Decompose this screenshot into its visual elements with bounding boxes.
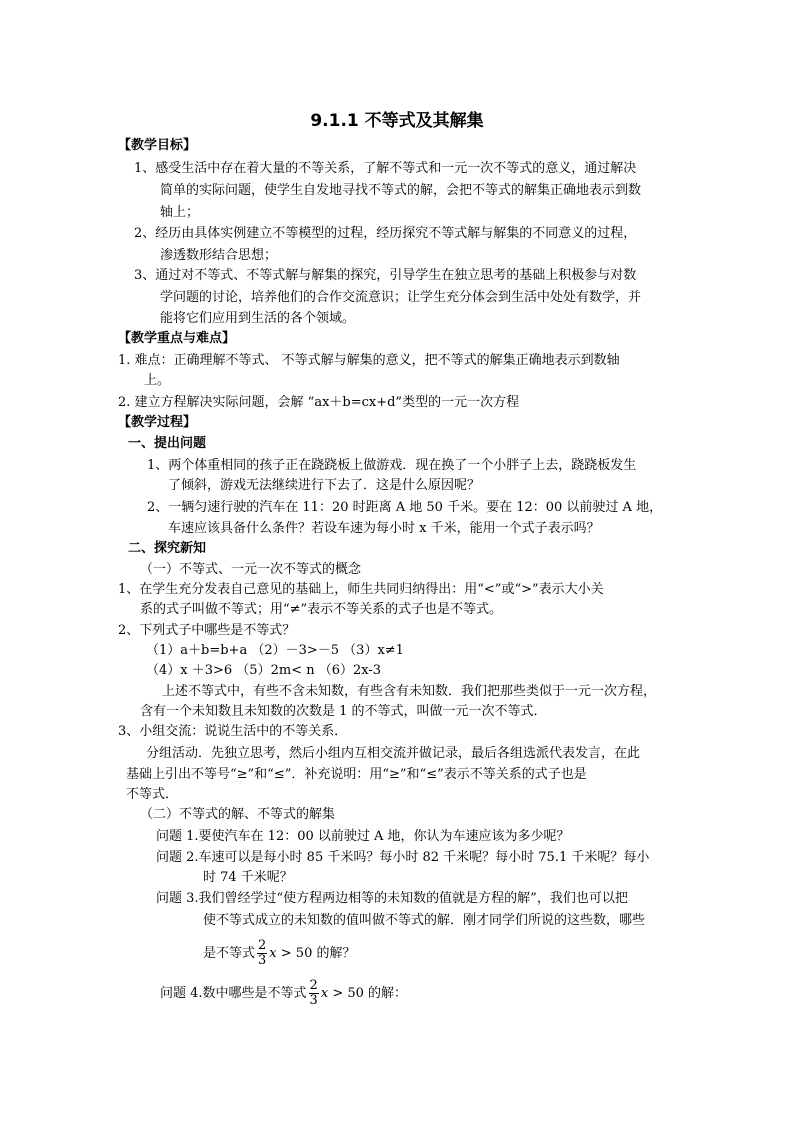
goal-line: 1、感受生活中存在着大量的不等关系，了解不等式和一元一次不等式的意义，通过解决 <box>134 161 637 176</box>
fraction-numerator: 2 <box>309 978 318 993</box>
question-3: 问题 3.我们曾经学过“使方程两边相等的未知数的值就是方程的解”，我们也可以把 <box>156 891 628 906</box>
q4-suffix: > 50 的解： <box>332 986 408 1001</box>
question-4-inequality <box>160 978 407 1010</box>
part1-line: 2、一辆匀速行驶的汽车在 11：20 时距离 A 地 50 千米。要在 12：00 以前驶过 A 地， <box>147 500 663 515</box>
page-title: 9.1.1 不等式及其解集 <box>310 111 484 131</box>
sub1-line: 不等式． <box>126 787 179 802</box>
goal-line: 轴上； <box>160 205 200 220</box>
question-2: 问题 2.车速可以是每小时 85 千米吗？每小时 82 千米呢？每小时 75.1 千米呢？每小 <box>156 850 650 865</box>
keypoint-line: 上。 <box>144 373 171 388</box>
goal-line: 简单的实际问题，使学生自发地寻找不等式的解，会把不等式的解集正确地表示到数 <box>160 183 642 198</box>
goal-line: 渗透数形结合思想； <box>160 248 278 263</box>
expr-row: （1）a＋b=b+a （2）－3>－5 （3）x≠1 <box>146 643 404 658</box>
sub1-note-line: 上述不等式中，有些不含未知数，有些含有未知数．我们把那些类似于一元一次方程， <box>162 684 657 699</box>
expr-row: （4）x ＋3>6 （5）2m< n （6）2x-3 <box>146 663 382 678</box>
sub1-line: 1、在学生充分发表自己意见的基础上，师生共同归纳得出：用“<”或“>”表示大小关 <box>118 582 604 597</box>
goal-line: 能将它们应用到生活的各个领域。 <box>160 311 356 326</box>
variable-x: x <box>269 946 277 961</box>
question-1: 问题 1.要使汽车在 12：00 以前驶过 A 地，你认为车速应该为多少呢？ <box>156 829 570 844</box>
q3-prefix: 是不等式 <box>203 946 256 961</box>
part1-heading: 一、提出问题 <box>128 436 207 451</box>
fraction-numerator: 2 <box>258 938 267 953</box>
goal-line: 学问题的讨论，培养他们的合作交流意识；让学生充分体会到生活中处处有数学，并 <box>160 290 642 305</box>
keypoints-heading: 【教学重点与难点】 <box>118 331 236 346</box>
fraction-denominator: 3 <box>309 993 318 1008</box>
keypoint-line: 2. 建立方程解决实际问题，会解 “ax＋b=cx+d”类型的一元一次方程 <box>118 395 520 410</box>
question-2-cont: 时 74 千米呢？ <box>203 870 293 885</box>
sub1-line: 2、下列式子中哪些是不等式？ <box>118 623 296 638</box>
fraction <box>309 979 319 1008</box>
goals-heading: 【教学目标】 <box>118 138 197 153</box>
sub1-line: 系的式子叫做不等式；用“≠”表示不等关系的式子也是不等式。 <box>140 602 503 617</box>
process-heading: 【教学过程】 <box>118 415 197 430</box>
q3-suffix: > 50 的解？ <box>280 946 356 961</box>
sub1-heading: （一）不等式、一元一次不等式的概念 <box>140 562 362 577</box>
sub1-line: 3、小组交流：说说生活中的不等关系． <box>118 724 348 739</box>
goal-line: 3、通过对不等式、不等式解与解集的探究，引导学生在独立思考的基础上积极参与对数 <box>134 268 637 283</box>
sub1-line: 基础上引出不等号“≥”和“≤”．补充说明：用“≥”和“≤”表示不等关系的式子也是 <box>126 767 587 782</box>
part1-line: 了倾斜，游戏无法继续进行下去了．这是什么原因呢？ <box>168 478 481 493</box>
part1-line: 1、两个体重相同的孩子正在跷跷板上做游戏．现在换了一个小胖子上去，跷跷板发生 <box>147 458 637 473</box>
question-3-inequality <box>203 938 355 970</box>
variable-x: x <box>320 986 329 1001</box>
sub1-line: 分组活动．先独立思考，然后小组内互相交流并做记录，最后各组选派代表发言，在此 <box>146 746 641 761</box>
question-3-cont: 使不等式成立的未知数的值叫做不等式的解．刚才同学们所说的这些数，哪些 <box>203 913 646 928</box>
part1-line: 车速应该具备什么条件？若设车速为每小时 x 千米，能用一个式子表示吗？ <box>168 521 600 536</box>
sub2-heading: （二）不等式的解、不等式的解集 <box>140 807 336 822</box>
q4-prefix: 问题 4.数中哪些是不等式 <box>160 986 307 1001</box>
goal-line: 2、经历由具体实例建立不等模型的过程，经历探究不等式解与解集的不同意义的过程， <box>134 226 637 241</box>
fraction <box>257 939 267 968</box>
sub1-note-line: 含有一个未知数且未知数的次数是 1 的不等式，叫做一元一次不等式． <box>140 704 547 719</box>
keypoint-line: 1. 难点：正确理解不等式、 不等式解与解集的意义，把不等式的解集正确地表示到数轴 <box>118 353 620 368</box>
part2-heading: 二、探究新知 <box>128 541 207 556</box>
fraction-denominator: 3 <box>258 953 267 968</box>
